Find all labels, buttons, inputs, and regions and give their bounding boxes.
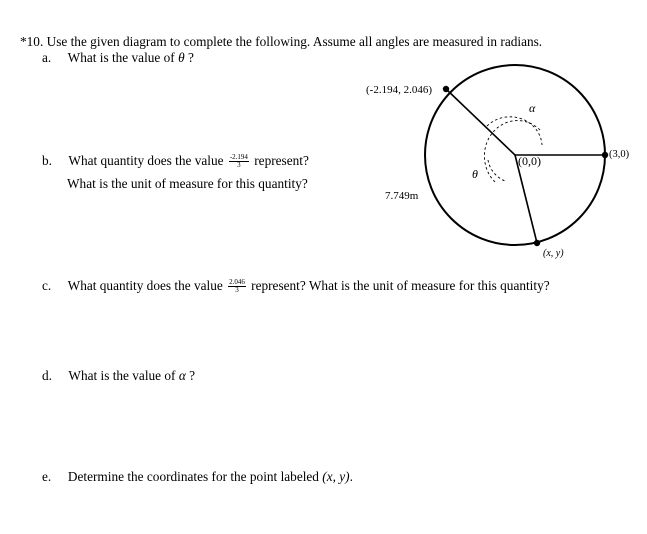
item-e-text: Determine the coordinates for the point labeled <box>67 469 323 484</box>
item-c-letter: c. <box>42 278 52 293</box>
item-a-after: ? <box>187 50 194 65</box>
point-upper-left <box>443 86 449 92</box>
fraction-b-numerator: -2.194 <box>229 153 248 162</box>
point-right <box>602 152 608 158</box>
problem-header: *10. Use the given diagram to complete the following. Assume all angles are measured in radians. <box>20 34 543 49</box>
label-point-bottom: (x, y) <box>543 248 564 259</box>
item-a-text: What is the value of <box>67 50 179 65</box>
label-center: (0,0) <box>518 154 541 168</box>
label-point-right: (3,0) <box>609 149 630 160</box>
item-c-text: What quantity does the value <box>67 278 227 293</box>
alpha-variable: α <box>178 368 186 383</box>
item-e-letter: e. <box>42 469 52 484</box>
radius-bottom <box>515 155 537 243</box>
point-bottom <box>534 240 540 246</box>
point-xy-reference: (x, y) <box>322 469 350 484</box>
fraction-c-denominator: 3 <box>235 286 239 295</box>
theta-variable: θ <box>178 50 185 65</box>
label-theta: θ <box>472 167 478 181</box>
fraction-b-denominator: 3 <box>237 161 241 170</box>
item-c-after: represent? What is the unit of measure for this quantity? <box>247 278 550 293</box>
dashed-angle-arc-3 <box>488 160 505 181</box>
item-d-letter: d. <box>42 368 52 383</box>
fraction-c-numerator: 2.046 <box>229 278 245 287</box>
dashed-angle-arc-2 <box>487 117 542 145</box>
label-point-upper-left: (-2.194, 2.046) <box>366 84 432 96</box>
item-b-text: What quantity does the value <box>68 153 227 168</box>
label-alpha: α <box>529 101 536 115</box>
item-d-text: What is the value of <box>68 368 179 383</box>
item-d-after: ? <box>189 368 196 383</box>
radius-upper-left <box>446 89 515 155</box>
item-b-line2: What is the unit of measure for this quantity? <box>67 176 308 191</box>
item-a-letter: a. <box>42 50 52 65</box>
item-b-letter: b. <box>42 153 52 168</box>
item-e-after: . <box>349 469 353 484</box>
label-arc-length: 7.749m <box>385 190 419 202</box>
item-b-after: represent? <box>250 153 309 168</box>
